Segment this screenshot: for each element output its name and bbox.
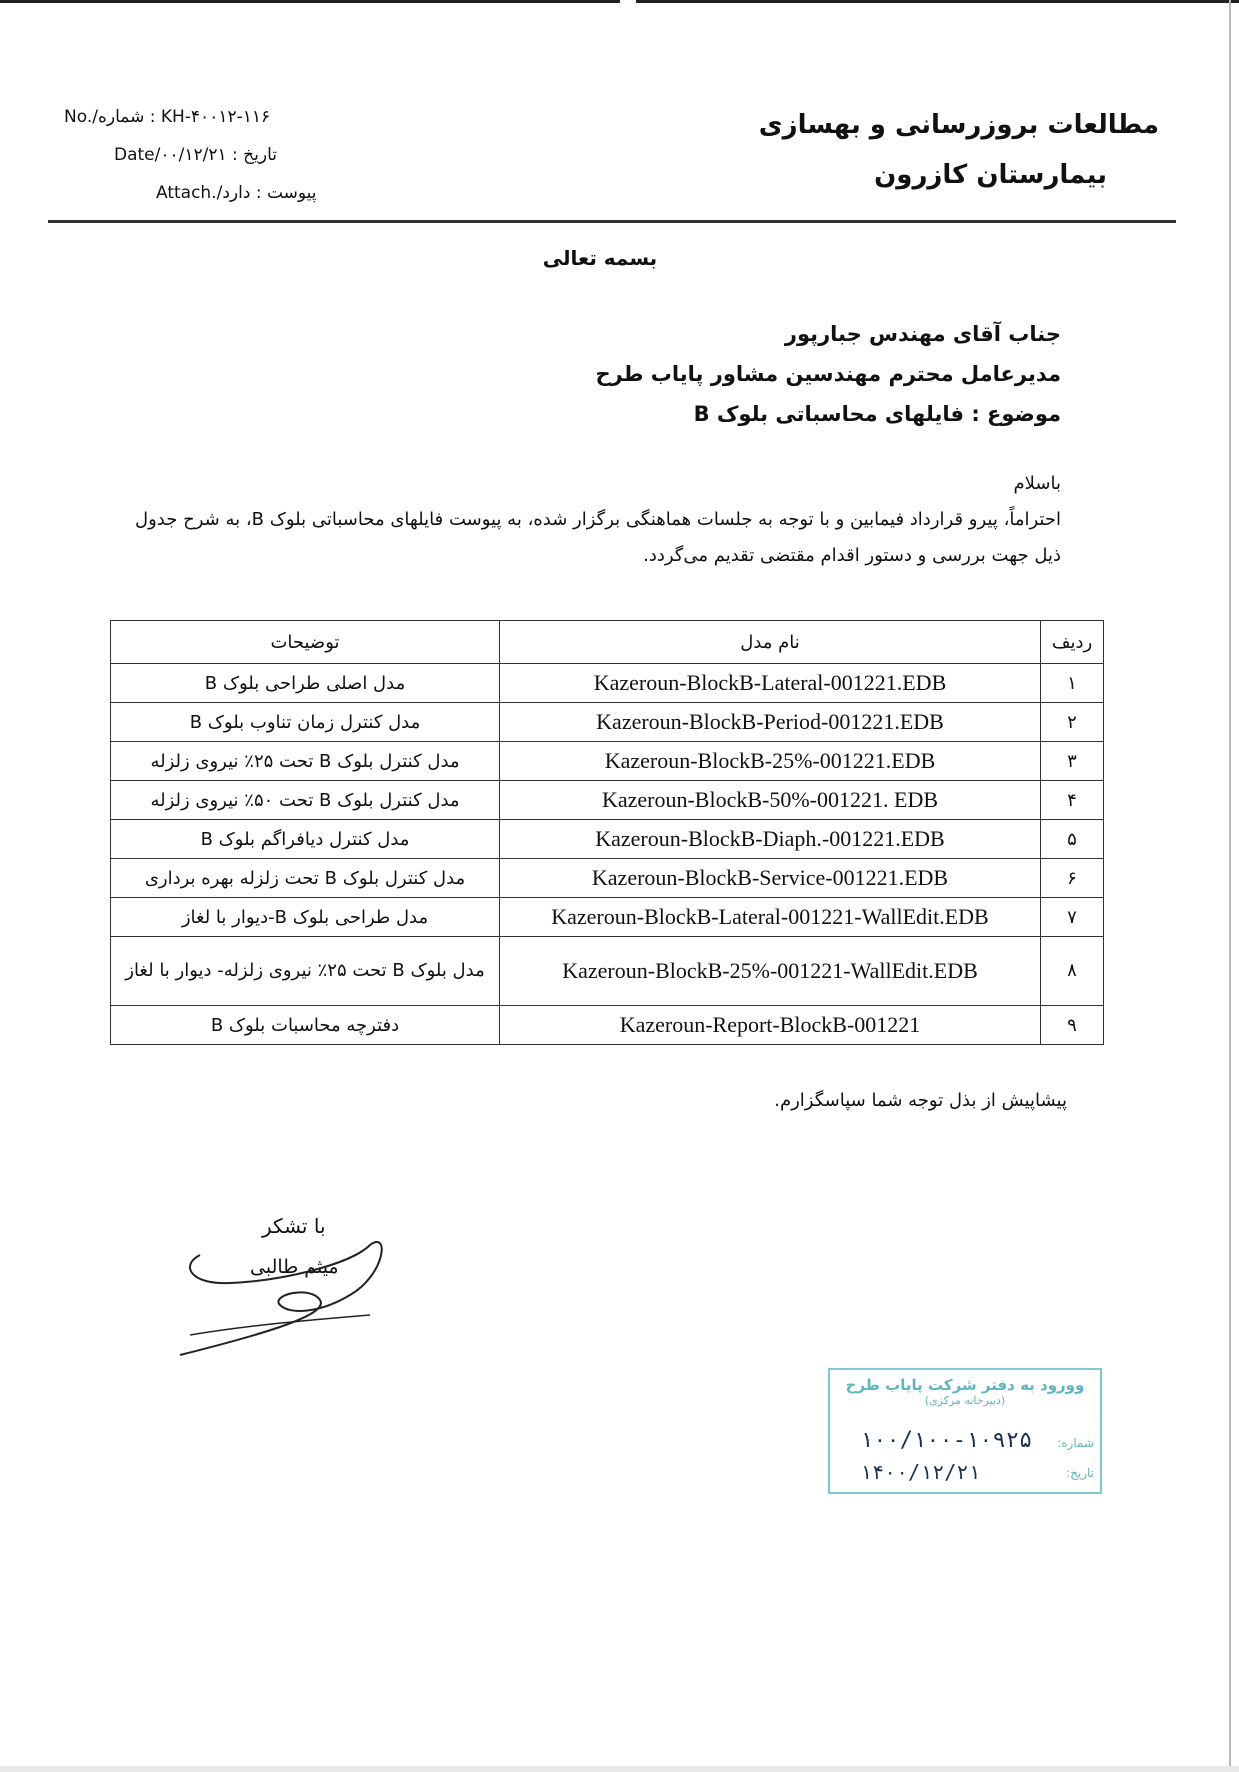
row-number: ۸ — [1041, 937, 1104, 1006]
table-row — [111, 937, 1104, 1006]
receipt-stamp — [828, 1368, 1102, 1494]
header-description: توضیحات — [111, 621, 500, 664]
invocation: بسمه تعالی — [542, 246, 658, 270]
scan-edge-bottom — [0, 1766, 1239, 1772]
organization-line2: بیمارستان کازرون — [874, 160, 1107, 190]
letter-body — [115, 466, 1061, 574]
row-number: ۱ — [1041, 664, 1104, 703]
row-number: ۷ — [1041, 898, 1104, 937]
model-name: Kazeroun-BlockB-25%-001221-WallEdit.EDB — [500, 937, 1041, 1006]
scan-edge-right — [1229, 0, 1231, 1772]
stamp-number-value: ۱۰۰/۱۰۰-۱۰۹۲۵ — [860, 1428, 1033, 1453]
organization-line1: مطالعات بروزرسانی و بهسازی — [758, 110, 1159, 140]
subject: موضوع : فایلهای محاسباتی بلوک B — [693, 402, 1061, 426]
model-description: مدل کنترل زمان تناوب بلوک B — [111, 703, 500, 742]
model-name: Kazeroun-BlockB-Diaph.-001221.EDB — [500, 820, 1041, 859]
recipient: جناب آقای مهندس جبارپور — [784, 322, 1061, 346]
row-number: ۵ — [1041, 820, 1104, 859]
stamp-number-label: شماره: — [1057, 1436, 1094, 1450]
letter-attachment: Attach./پیوست : دارد — [156, 183, 317, 203]
header-divider — [48, 220, 1176, 223]
model-name: Kazeroun-BlockB-Service-001221.EDB — [500, 859, 1041, 898]
model-name: Kazeroun-Report-BlockB-001221 — [500, 1006, 1041, 1045]
model-description: مدل اصلی طراحی بلوک B — [111, 664, 500, 703]
model-description: مدل کنترل بلوک B تحت ۵۰٪ نیروی زلزله — [111, 781, 500, 820]
model-name: Kazeroun-BlockB-Period-001221.EDB — [500, 703, 1041, 742]
row-number: ۴ — [1041, 781, 1104, 820]
model-description: دفترچه محاسبات بلوک B — [111, 1006, 500, 1045]
table-row — [111, 820, 1104, 859]
stamp-date-label: تاریخ: — [1066, 1466, 1094, 1480]
recipient-position: مدیرعامل محترم مهندسین مشاور پایاب طرح — [595, 362, 1061, 386]
table-row — [111, 664, 1104, 703]
table-row — [111, 1006, 1104, 1045]
letter-date: Date/تاریخ : ۰۰/۱۲/۲۱ — [114, 145, 277, 165]
stamp-date-value: ۱۴۰۰/۱۲/۲۱ — [860, 1460, 981, 1484]
row-number: ۹ — [1041, 1006, 1104, 1045]
model-description: مدل کنترل بلوک B تحت زلزله بهره برداری — [111, 859, 500, 898]
model-name: Kazeroun-BlockB-Lateral-001221-WallEdit.EDB — [500, 898, 1041, 937]
model-name: Kazeroun-BlockB-25%-001221.EDB — [500, 742, 1041, 781]
table-row — [111, 703, 1104, 742]
letter-metadata — [64, 98, 317, 212]
model-name: Kazeroun-BlockB-Lateral-001221.EDB — [500, 664, 1041, 703]
model-description: مدل کنترل دیافراگم بلوک B — [111, 820, 500, 859]
row-number: ۶ — [1041, 859, 1104, 898]
row-number: ۲ — [1041, 703, 1104, 742]
handwritten-signature — [170, 1225, 410, 1365]
model-description: مدل کنترل بلوک B تحت ۲۵٪ نیروی زلزله — [111, 742, 500, 781]
table-row — [111, 859, 1104, 898]
greeting: باسلام — [1013, 473, 1061, 494]
thanks-line: با تشکر — [262, 1214, 326, 1238]
stamp-subtitle: (دبیرخانه مرکزی) — [924, 1394, 1006, 1407]
body-paragraph: احتراماً، پیرو قرارداد فیمابین و با توجه به جلسات هماهنگی برگزار شده، به پیوست فایلهای محاسباتی بلوک B، به شرح جدول ذیل جهت بررسی و دستور اقدام مقتضی تقدیم می‌گردد. — [135, 509, 1061, 566]
organization-header — [759, 100, 1159, 200]
scan-edge-top-left — [0, 0, 620, 3]
model-description: مدل طراحی بلوک B-دیوار با لغاز — [111, 898, 500, 937]
model-files-table — [110, 620, 1104, 1045]
scan-edge-top-right — [636, 0, 1239, 3]
address-block — [596, 314, 1062, 434]
header-model-name: نام مدل — [500, 621, 1041, 664]
letter-number: No./شماره : KH-۴۰۰۱۲-۱۱۶ — [64, 107, 271, 127]
model-name: Kazeroun-BlockB-50%-001221. EDB — [500, 781, 1041, 820]
stamp-title: وورود به دفتر شرکت پایاب طرح — [845, 1376, 1085, 1394]
table-row — [111, 898, 1104, 937]
signer-name: میثم طالبی — [250, 1256, 339, 1278]
closing-line: پیشاپیش از بذل توجه شما سپاسگزارم. — [774, 1090, 1067, 1111]
table-header-row — [111, 621, 1104, 664]
table-row — [111, 781, 1104, 820]
table-row — [111, 742, 1104, 781]
row-number: ۳ — [1041, 742, 1104, 781]
model-description: مدل بلوک B تحت ۲۵٪ نیروی زلزله- دیوار با لغاز — [111, 937, 500, 1006]
header-row-number: ردیف — [1041, 621, 1104, 664]
